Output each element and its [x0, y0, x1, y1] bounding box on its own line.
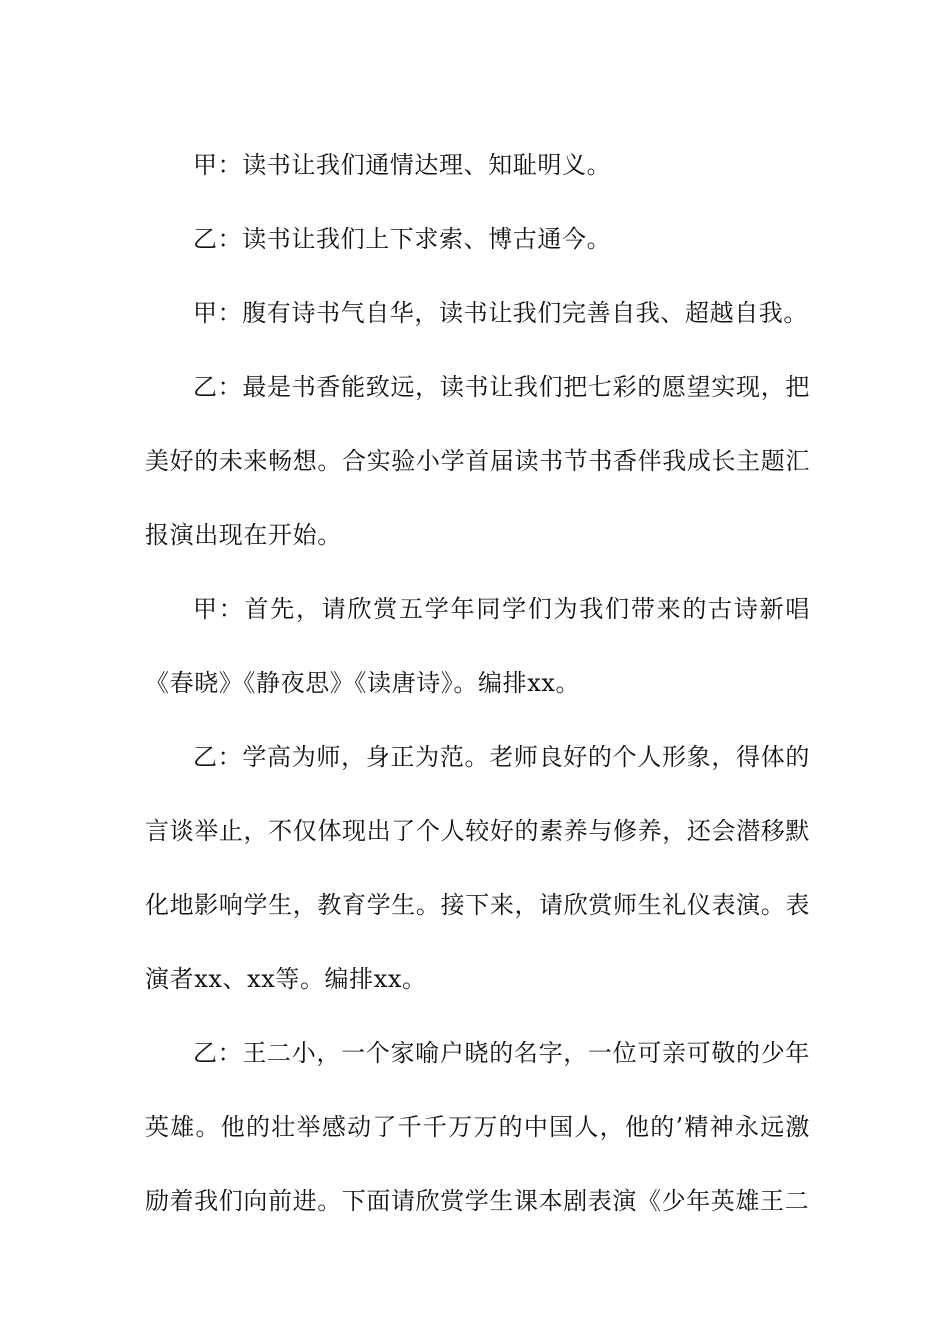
paragraph-3: 甲：腹有诗书气自华，读书让我们完善自我、超越自我。 [193, 299, 808, 327]
paragraph-5: 甲：首先，请欣赏五学年同学们为我们带来的古诗新唱《春晓》《静夜思》《读唐诗》。编排xx。 [145, 595, 810, 697]
paragraph-2: 乙：读书让我们上下求索、博古通今。 [193, 225, 612, 253]
paragraph-7: 乙：王二小，一个家喻户晓的名字，一位可亲可敬的少年英雄。他的壮举感动了千千万万的中国人，他的’精神永远激励着我们向前进。下面请欣赏学生课本剧表演《少年英雄王二 [145, 1039, 810, 1215]
paragraph-6: 乙：学高为师，身正为范。老师良好的个人形象，得体的言谈举止，不仅体现出了个人较好的素养与修养，还会潜移默化地影响学生，教育学生。接下来，请欣赏师生礼仪表演。表演者xx、xx等。编排xx。 [145, 743, 810, 993]
document-body [145, 128, 810, 1238]
paragraph-1: 甲：读书让我们通情达理、知耻明义。 [193, 151, 612, 179]
paragraph-4: 乙：最是书香能致远，读书让我们把七彩的愿望实现，把美好的未来畅想。合实验小学首届读书节书香伴我成长主题汇报演出现在开始。 [145, 373, 810, 549]
